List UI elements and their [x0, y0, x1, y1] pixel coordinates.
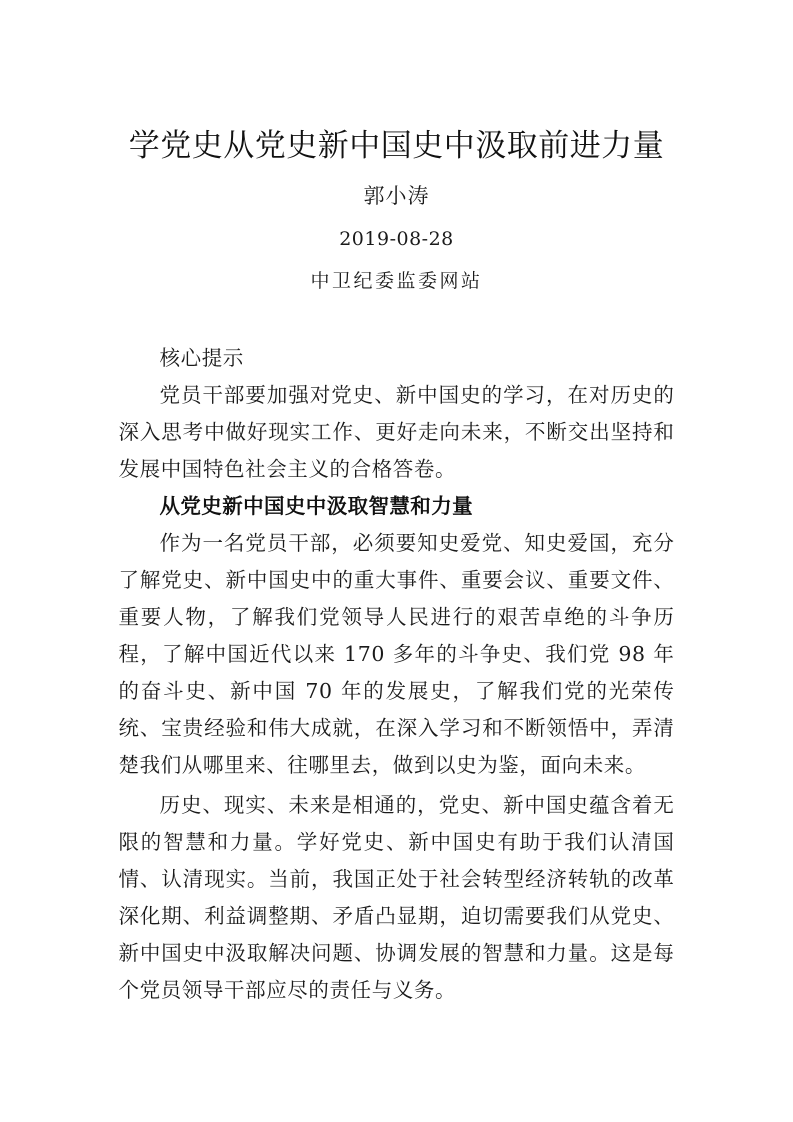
document-body	[119, 296, 675, 1009]
core-notice-text: 党员干部要加强对党史、新中国史的学习，在对历史的深入思考中做好现实工作、更好走向未来，不断交出坚持和发展中国特色社会主义的合格答卷。	[118, 383, 675, 481]
document-date: 2019-08-28	[339, 228, 454, 250]
document-author: 郭小涛	[363, 184, 430, 208]
page-title: 学党史从党史新中国史中汲取前进力量	[128, 128, 665, 164]
document-masthead	[0, 0, 793, 296]
body-paragraph-2: 历史、现实、未来是相通的，党史、新中国史蕴含着无限的智慧和力量。学好党史、新中国史有助于我们认清国情、认清现实。当前，我国正处于社会转型经济转轨的改革深化期、利益调整期、矛盾凸显期，迫切需要我们从党史、新中国史中汲取解决问题、协调发展的智慧和力量。这是每个党员领导干部应尽的责任与义务。	[118, 793, 675, 1002]
document-source: 中卫纪委监委网站	[310, 270, 483, 292]
section-heading: 从党史新中国史中汲取智慧和力量	[159, 494, 473, 518]
core-notice-label: 核心提示	[159, 346, 244, 370]
body-paragraph-1: 作为一名党员干部，必须要知史爱党、知史爱国，充分了解党史、新中国史中的重大事件、重要会议、重要文件、重要人物，了解我们党领导人民进行的艰苦卓绝的斗争历程，了解中国近代以来 170 多年的斗争史、我们党 98 年的奋斗史、新中国 70 年的发展史，了解我们党的光荣传统、宝贵经验和伟大成就，在深入学习和不断领悟中，弄清楚我们从哪里来、往哪里去，做到以史为鉴，面向未来。	[118, 531, 675, 777]
